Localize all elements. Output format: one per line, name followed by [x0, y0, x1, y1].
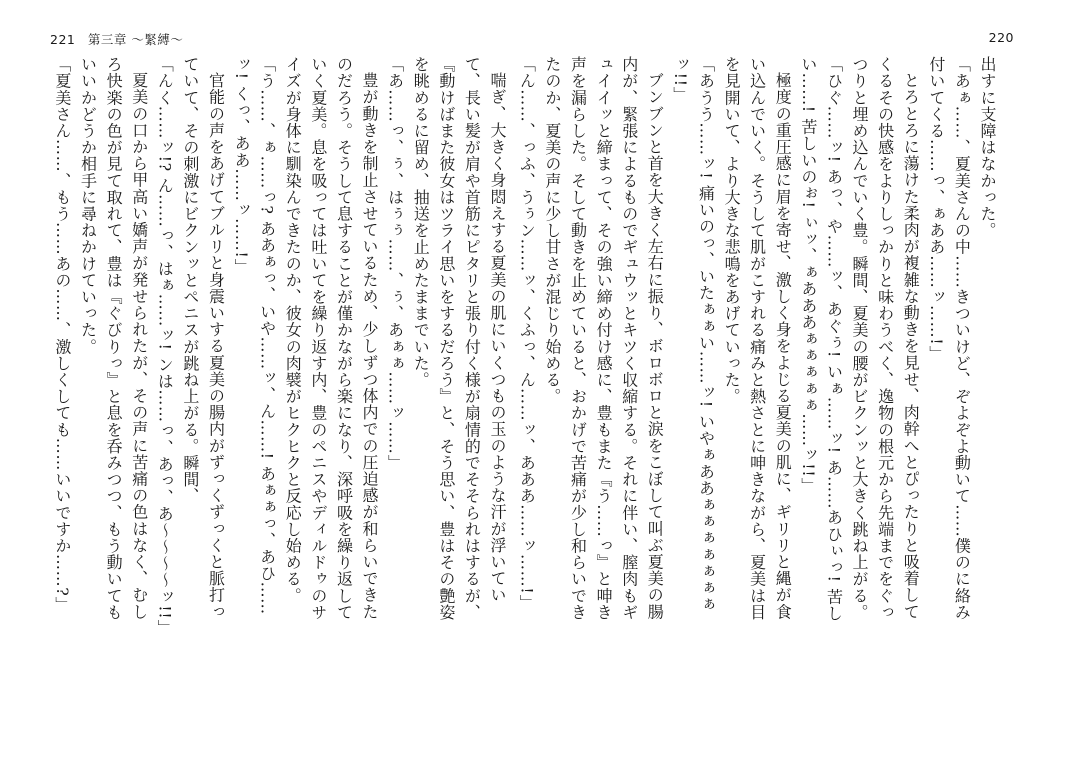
dialogue-line: 「う……、ぁ……っ? ああぁっ、いや……ッ、ん……! あぁぁっ、あひ……ッ! くっ、ああ……ッ……!」 [232, 56, 277, 615]
paragraph: 出すに支障はなかった。 [978, 56, 997, 239]
left-page-number: 221 [50, 32, 76, 47]
paragraph: ブンブンと首を大きく左右に振り、ボロボロと涙をこぼして叫ぶ夏美の腸内が、緊張によるものでギュウッとキツく収縮する。それに伴い、膣肉もギュイイッと締まって、その強い締め付け感に、豊もまた『う……っ』と呻き声を漏らした。そして動きを止めていると、おかげで苦痛が少し和らいできたのか、夏美の声に少し甘さが混じり始める。 [542, 56, 665, 621]
left-page-body [52, 56, 510, 636]
right-page-number: 220 [988, 30, 1014, 45]
right-page-body [517, 56, 1000, 631]
dialogue-line: 「あぁ……、夏美さんの中……きついけど、ぞよぞよ動いて……僕のに絡み付いてくる……っ、ぁああ……ッ……!」 [926, 56, 972, 621]
paragraph: とろとろに蕩けた柔肉が複雑な動きを見せ、肉幹へとぴったりと吸着してくるその快感をよりしっかりと味わうべく、逸物の根元から先端までをぐっつりと埋め込んでいく豊。瞬間、夏美の腰がビクンッと大きく跳ね上がる。 [850, 56, 921, 621]
right-page-header [989, 30, 1014, 45]
dialogue-line: 「夏美さん……、もう……あの……、激しくしても……いいですか……?」 [52, 56, 72, 613]
paragraph: 極度の重圧感に眉を寄せ、激しく身をよじる夏美の肌に、ギリリと縄が食い込んでいく。そうして肌がこすれる痛みと熱さとに呻きながら、夏美は目を見開いて、より大きな悲鳴をあげていった。 [722, 56, 793, 621]
left-page-header [50, 30, 183, 48]
paragraph: 喘ぎ、大きく身悶えする夏美の肌にいくつもの玉のような汗が浮いていて、長い髪が肩や首筋にピタリと張り付く様が扇情的でそそられはするが、『動けばまた彼女はツライ思いをするだろう』と、そう思い、豊はその艶姿を眺めるに留め、抽送を止めたままでいた。 [411, 56, 507, 621]
dialogue-line: 「ん……、っふ、うぅン……ッ、くふっ、ん……ッ、あああ……ッ……!」 [517, 56, 537, 611]
running-title: 第三章 ～緊縛～ [87, 32, 184, 47]
dialogue-line: 「んく……ッ!? ん……っ、はぁ……ッ! ンは……っ、あっ、あ〜〜〜〜ッ!!」 [155, 56, 175, 636]
dialogue-line: 「ひぐ……ッ! あっ、や……ッ、あぐぅ! いぁ……ッ! あ……あひぃっ! 苦しい……! 苦しいのぉ! ぃッ、ぁあああぁぁぁぁぁ……ッ!!」 [798, 56, 844, 622]
dialogue-line: 「あ……っ、ぅ、はぅぅ……、ぅ、あぁぁ……ッ……」 [385, 56, 405, 471]
paragraph: 官能の声をあげてブルリと身震いする夏美の腸内がずっくずっくと脈打っていて、その刺激にビクンッとペニスが跳ね上がる。瞬間、 [180, 56, 226, 620]
dialogue-line: 「あうう……ッ! 痛いのっ、いたぁぁい……ッ! いやぁああぁぁぁぁぁぁぁッ!!」 [670, 56, 716, 613]
paragraph: 夏美の口から甲高い嬌声が発せられたが、その声に苦痛の色はなく、むしろ快楽の色が見て取れて、豊は『ぐびりっ』と息を呑みつつ、もう動いてもいいかどうか相手に尋ねかけていった。 [78, 56, 149, 621]
paragraph: 豊が動きを制止させているため、少しずつ体内での圧迫感が和らいできたのだろう。そうして息することが僅かながら楽になり、深呼吸を繰り返していく夏美。息を吸っては吐いてを繰り返す内、豊のペニスやディルドゥのサイズが身体に馴染んできたのか、彼女の肉襞がヒクヒクと反応し始める。 [283, 56, 380, 621]
